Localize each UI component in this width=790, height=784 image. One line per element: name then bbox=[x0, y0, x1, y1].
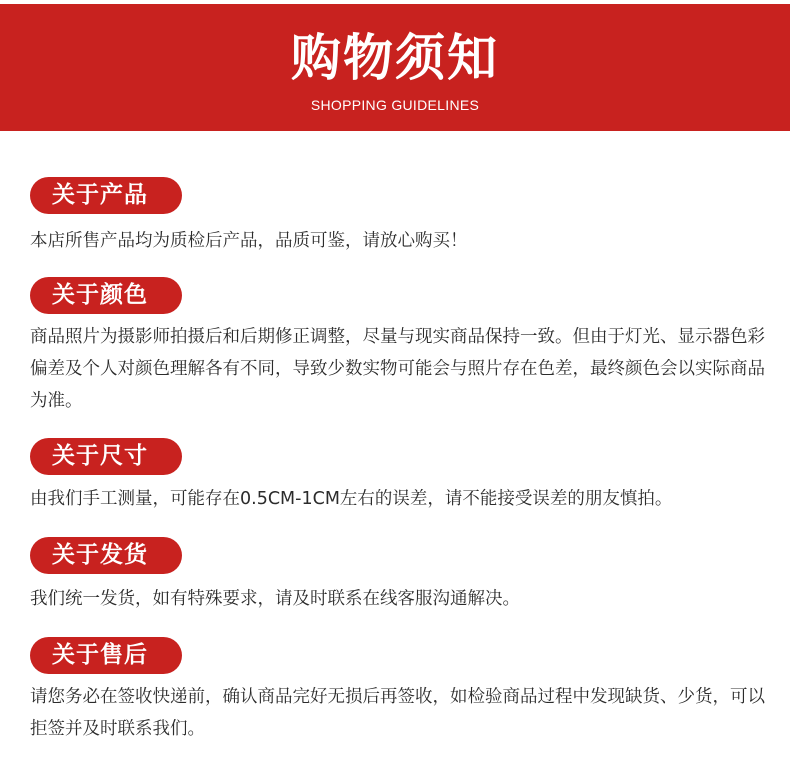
page-title: 购物须知 bbox=[291, 29, 499, 87]
section-label-aftersale: 关于售后 bbox=[30, 637, 182, 674]
page-subtitle: SHOPPING GUIDELINES bbox=[310, 97, 480, 113]
header-banner bbox=[0, 4, 790, 131]
section-text-size: 由我们手工测量，可能存在0.5CM-1CM左右的误差，请不能接受误差的朋友慎拍。 bbox=[30, 489, 673, 509]
section-label-product: 关于产品 bbox=[30, 177, 182, 214]
section-text-product: 本店所售产品均为质检后产品，品质可鉴，请放心购买！ bbox=[30, 231, 468, 251]
section-text-shipping: 我们统一发货，如有特殊要求，请及时联系在线客服沟通解决。 bbox=[30, 589, 520, 609]
section-label-size: 关于尺寸 bbox=[30, 438, 182, 475]
section-text-color: 商品照片为摄影师拍摄后和后期修正调整，尽量与现实商品保持一致。但由于灯光、显示器色彩偏差及个人对颜色理解各有不同，导致少数实物可能会与照片存在色差，最终颜色会以实际商品为准。 bbox=[30, 327, 765, 411]
section-text-aftersale: 请您务必在签收快递前，确认商品完好无损后再签收，如检验商品过程中发现缺货、少货，可以拒签并及时联系我们。 bbox=[30, 687, 765, 739]
section-label-shipping: 关于发货 bbox=[30, 537, 182, 574]
section-label-color: 关于颜色 bbox=[30, 277, 182, 314]
